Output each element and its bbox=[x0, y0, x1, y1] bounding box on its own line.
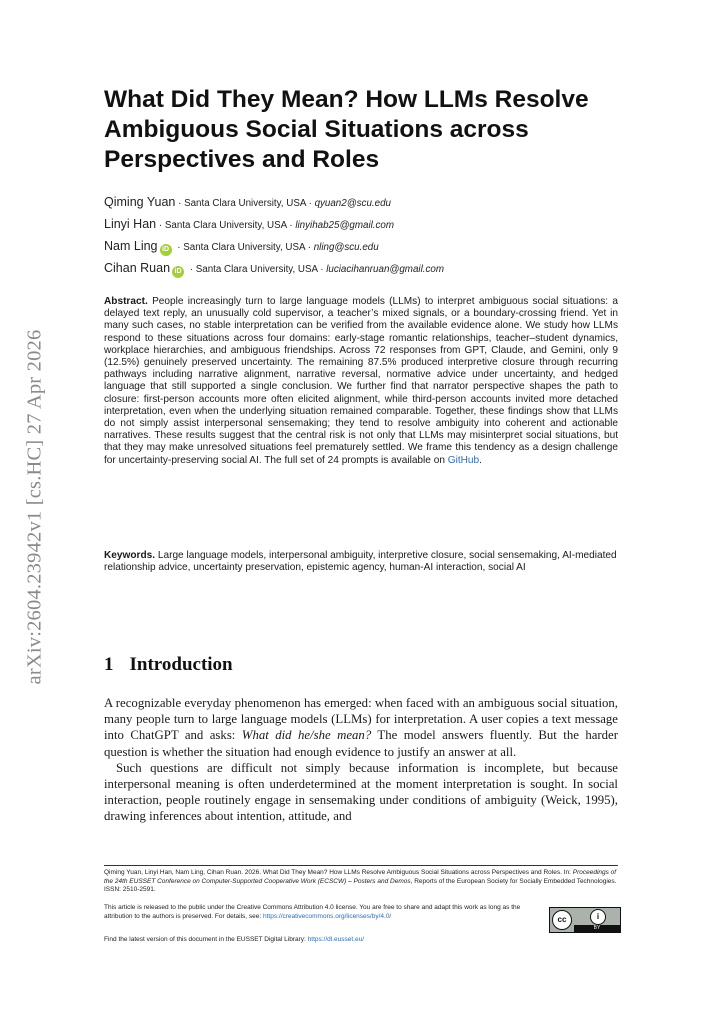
author-line bbox=[104, 214, 624, 236]
footnote-divider bbox=[104, 865, 618, 866]
introduction-body bbox=[104, 695, 618, 825]
abstract-label: Abstract. bbox=[104, 296, 148, 307]
license-link[interactable]: https://creativecommons.org/licenses/by/4.0/ bbox=[262, 912, 392, 920]
keywords bbox=[104, 550, 618, 574]
author-email[interactable]: qyuan2@scu.edu bbox=[314, 198, 391, 209]
author-affiliation: · Santa Clara University, USA · bbox=[156, 220, 296, 231]
github-link[interactable]: GitHub bbox=[447, 454, 480, 466]
orcid-icon[interactable]: iD bbox=[172, 266, 184, 278]
author-line bbox=[104, 258, 624, 280]
library-link[interactable]: https://dl.eusset.eu/ bbox=[307, 936, 365, 943]
citation-venue: Proceedings of the 24th EUSSET Conference on Computer-Supported Cooperative Work (ECSCW) – Posters and Demos bbox=[104, 869, 617, 885]
citation-text: , Reports of the European Society for Socially Embedded Technologies. ISSN: 2510-2591. bbox=[104, 877, 617, 894]
paper-title: What Did They Mean? How LLMs Resolve Ambiguous Social Situations across Perspectives and Roles bbox=[104, 86, 589, 173]
section-heading bbox=[104, 654, 233, 676]
paragraph: Such questions are difficult not simply because information is incomplete, but because interpersonal meaning is often underdetermined at the moment interpretation is sought. In social interaction, people routinely engage in sensemaking under conditions of ambiguity (Weick, 1995), drawing inferences about intention, attitude, and bbox=[104, 760, 618, 824]
author-list bbox=[104, 192, 624, 280]
author-email[interactable]: luciacihanruan@gmail.com bbox=[326, 264, 444, 275]
paragraph-text: The model answers fluently. But the harder question is whether the situation had enough evidence to justify an answer at all. bbox=[104, 728, 618, 759]
cc-icon: cc bbox=[552, 910, 572, 930]
citation-footnote bbox=[104, 869, 618, 895]
author-line bbox=[104, 192, 624, 214]
attribution-icon: i bbox=[590, 909, 606, 925]
abstract bbox=[104, 296, 618, 467]
author-name: Nam Ling bbox=[104, 239, 158, 253]
abstract-text: People increasingly turn to large language models (LLMs) to interpret ambiguous social situations: a delayed text reply, an unusually cold supervisor, a teacher’s mixed signals, or a boundary-crossing friend. Yet in many such cases, no stable interpretation can be verified from the available evidence alone. We study how LLMs respond to these situations across four domains: early-stage romantic relationships, teacher–student dynamics, workplace hierarchies, and ambiguous friendships. Across 72 responses from GPT, Claude, and Gemini, only 9 (12.5%) genuinely preserved uncertainty. The remaining 87.5% produced interpretive closure through recurring pathways including narrative alignment, narrative reversal, normative advice under uncertainty, and hedged language that still supported a single conclusion. We further find that narrator perspective shapes the path to closure: first-person accounts more often elicited alignment, while third-person accounts invited more detached interpretation, even when the underlying situation remained comparable. Together, these findings show that LLMs do not simply assist interpersonal sensemaking; they tend to resolve ambiguity into coherent and actionable narratives. These results suggest that the central risk is not only that LLMs may misinterpret social situations, but that they may make unresolved situations feel prematurely settled. We frame this tendency as a design challenge for uncertainty-preserving social AI. The full set of 24 prompts is available on bbox=[104, 296, 618, 466]
author-affiliation: · Santa Clara University, USA · bbox=[187, 264, 327, 275]
author-name: Linyi Han bbox=[104, 217, 157, 231]
cc-by-badge-icon[interactable] bbox=[549, 907, 621, 933]
by-label: BY bbox=[574, 925, 620, 932]
author-affiliation: · Santa Clara University, USA · bbox=[174, 242, 314, 253]
keywords-label: Keywords. bbox=[104, 550, 156, 561]
license-text: This article is released to the public under the Creative Commons Attribution 4.0 license. You are free to share and adapt this work as long as the attribution to the authors is preserved. For details, see: bbox=[104, 904, 521, 920]
paragraph-text: A recognizable everyday phenomenon has emerged: when faced with an ambiguous social situation, many people turn to large language models (LLMs) for interpretation. A user copies a text message into ChatGPT and asks: bbox=[104, 696, 618, 743]
author-affiliation: · Santa Clara University, USA · bbox=[175, 198, 315, 209]
quoted-question: What did he/she mean? bbox=[241, 728, 372, 743]
section-number: 1 bbox=[104, 654, 114, 675]
author-name: Qiming Yuan bbox=[104, 195, 176, 209]
author-line bbox=[104, 236, 624, 258]
author-email[interactable]: nling@scu.edu bbox=[313, 242, 379, 253]
author-email[interactable]: linyihab25@gmail.com bbox=[295, 220, 395, 231]
keywords-text: Large language models, interpersonal ambiguity, interpretive closure, social sensemaking, AI-mediated relationship advice, uncertainty preservation, epistemic agency, human-AI interaction, social AI bbox=[104, 550, 617, 574]
arxiv-margin-stamp bbox=[16, 292, 54, 722]
library-footnote bbox=[104, 936, 618, 945]
license-footnote bbox=[104, 904, 542, 921]
paragraph bbox=[104, 695, 618, 760]
orcid-icon[interactable]: iD bbox=[160, 244, 172, 256]
citation-text: Qiming Yuan, Linyi Han, Nam Ling, Cihan Ruan. 2026. What Did They Mean? How LLMs Resolve Ambiguous Social Situations across Perspectives and Roles. In: bbox=[104, 869, 573, 876]
arxiv-id: arXiv:2604.23942v1 [cs.HC] 27 Apr 2026 bbox=[23, 329, 46, 685]
author-name: Cihan Ruan bbox=[104, 261, 171, 275]
section-title: Introduction bbox=[129, 654, 233, 675]
library-text: Find the latest version of this document in the EUSSET Digital Library: bbox=[104, 936, 308, 943]
abstract-end: . bbox=[479, 454, 482, 466]
